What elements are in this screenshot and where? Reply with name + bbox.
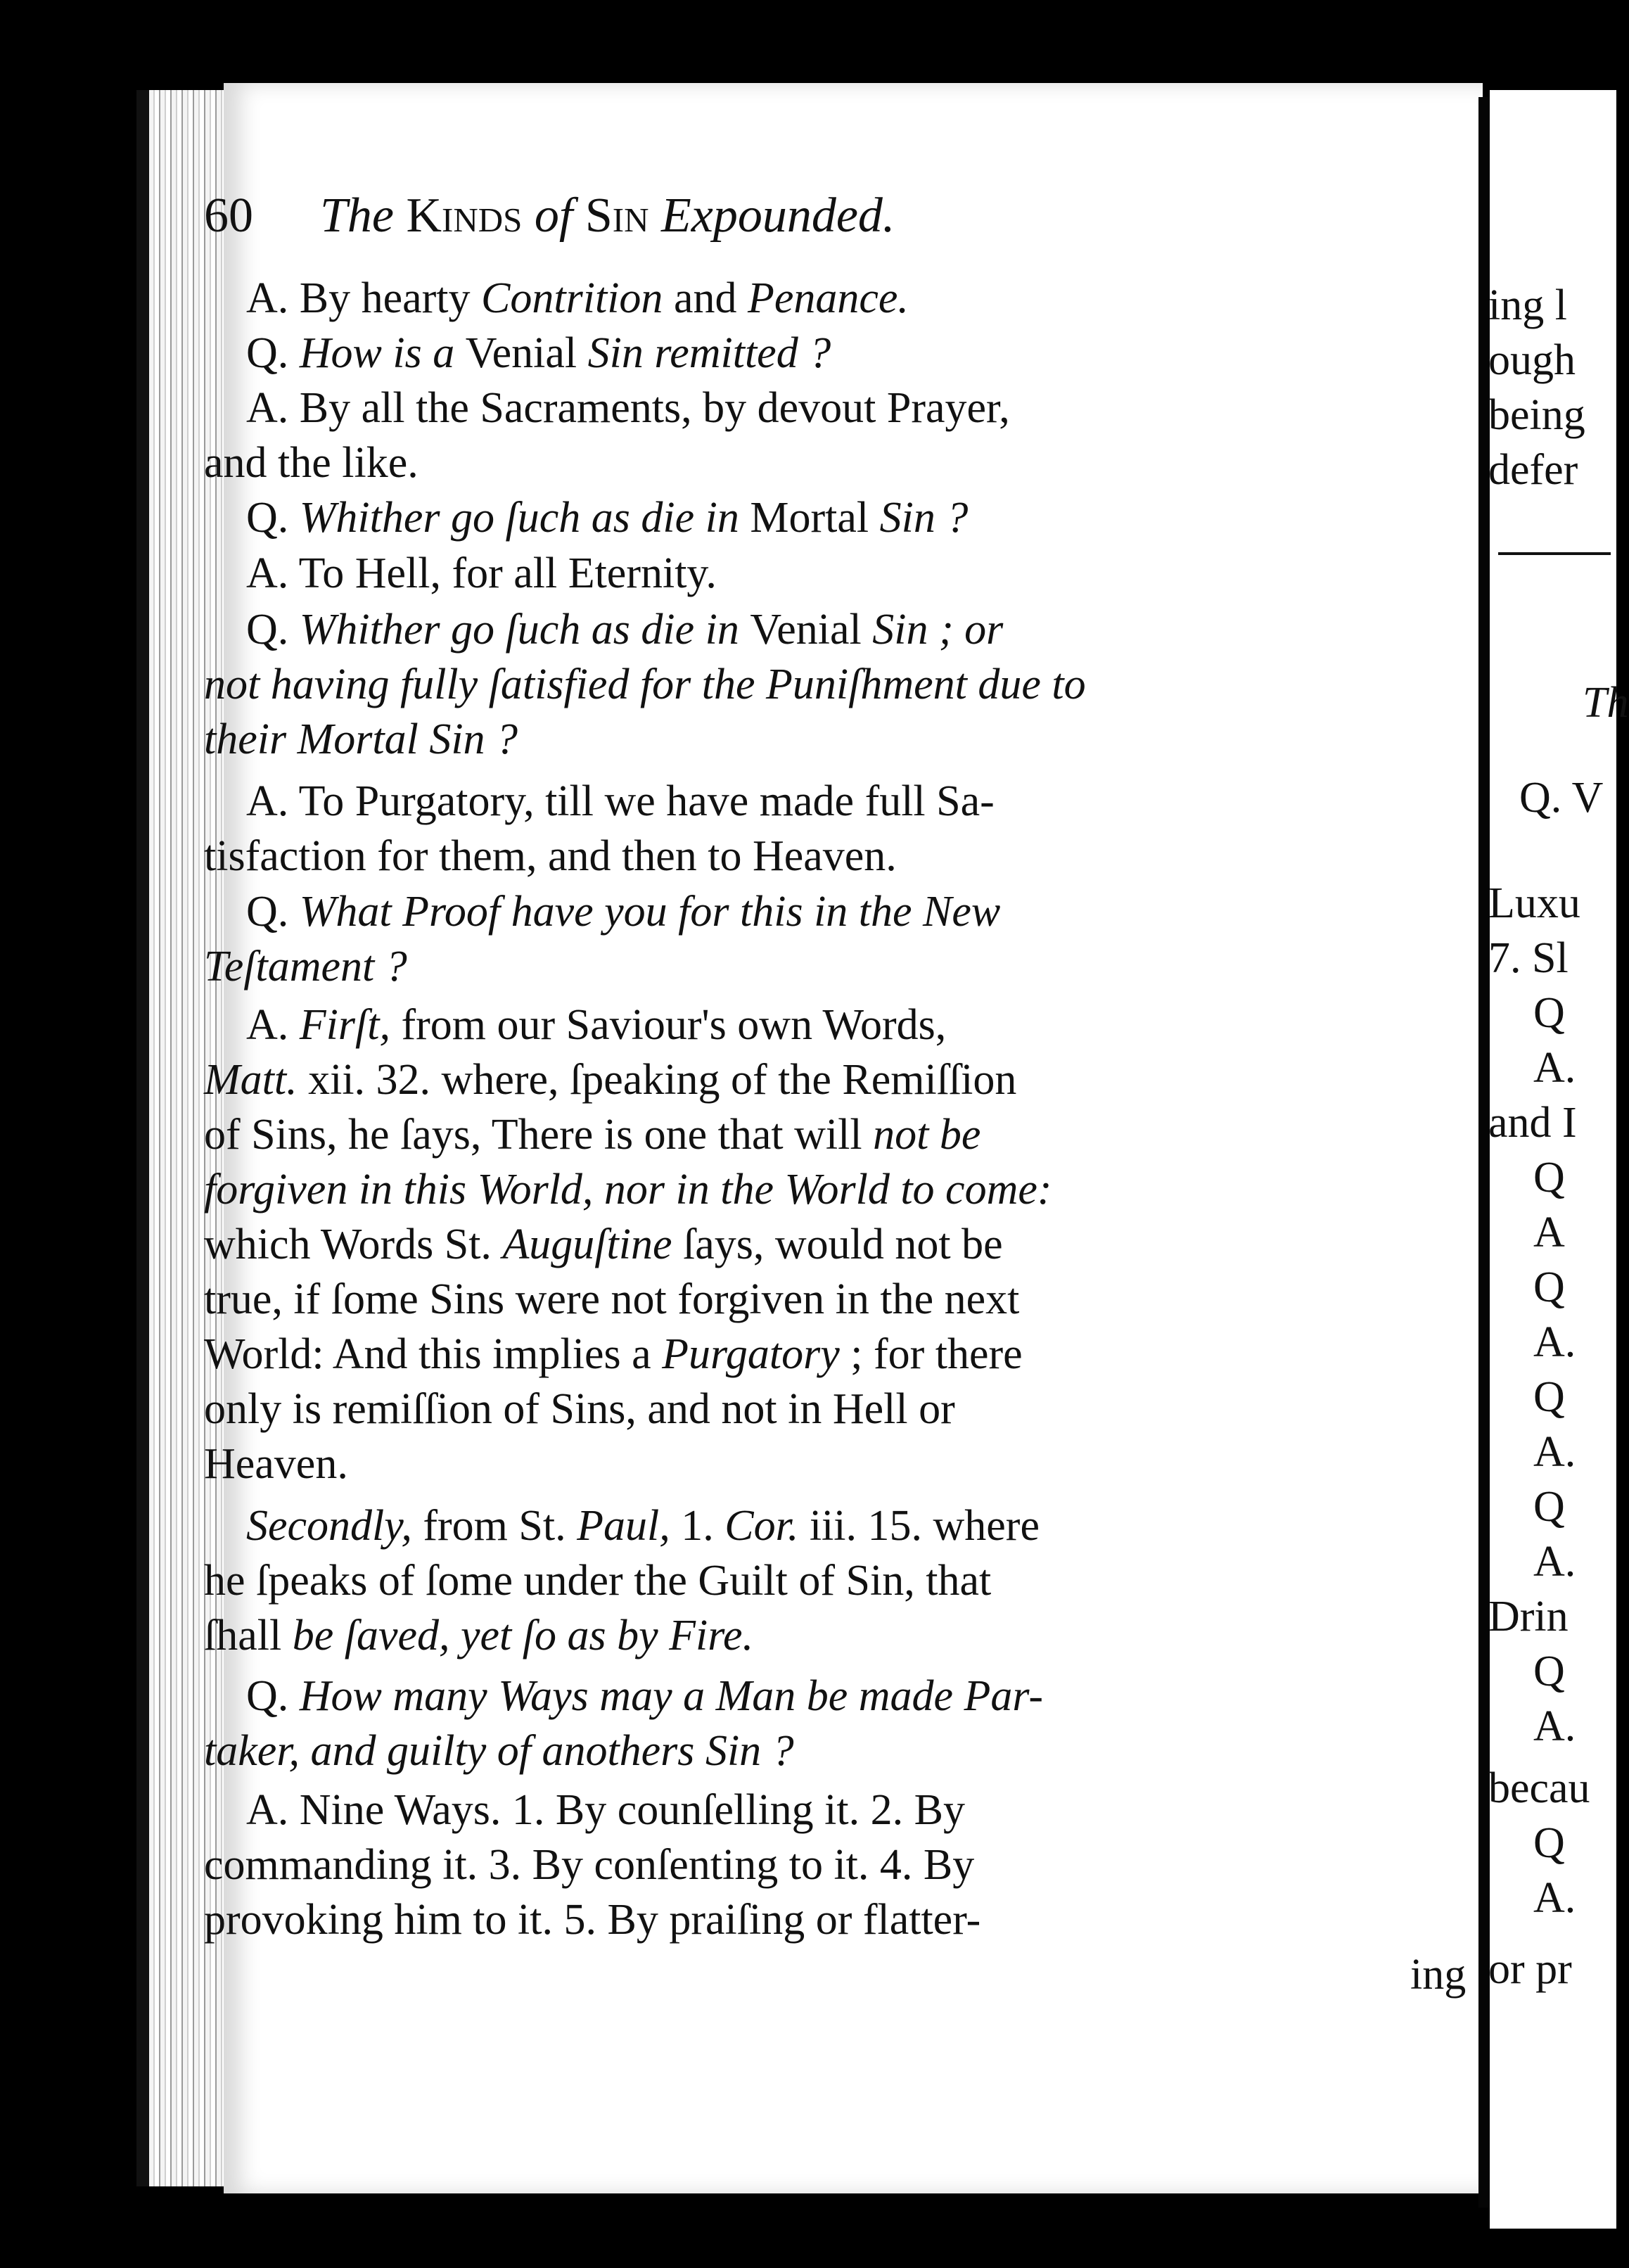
text-line: ſhall be ſaved, yet ſo as by Fire. [204,1612,754,1659]
text-fragment: Luxu [1488,879,1580,927]
text-line: A. To Purgatory, till we have made full Sa- [246,777,995,825]
text-fragment: ing l [1488,281,1567,329]
text-fragment: Q [1533,1154,1565,1202]
text-line: World: And this implies a Purgatory ; for there [204,1330,1023,1378]
text-line: only is remiſſion of Sins, and not in Hell or [204,1385,955,1433]
running-title-kinds: Kinds [406,189,523,243]
text-fragment: Drin [1488,1593,1569,1641]
text-line: Matt. xii. 32. where, ſpeaking of the Remiſſion [204,1056,1017,1104]
text-line: A. Firſt, from our Saviour's own Words, [246,1001,947,1049]
running-title-sin: Sin [584,189,649,243]
text-line: provoking him to it. 5. By praiſing or flatter- [204,1896,981,1944]
text-line: A. Nine Ways. 1. By counſelling it. 2. By [246,1786,965,1834]
text-line: not having fully ſatisfied for the Puniſhment due to [204,661,1086,708]
text-fragment: becau [1488,1764,1590,1812]
text-line: true, if ſome Sins were not forgiven in the next [204,1275,1020,1323]
text-fragment: A. [1533,1538,1576,1586]
text-line: Heaven. [204,1440,348,1488]
page-number: 60 [204,189,253,243]
text-fragment: or pr [1488,1945,1572,1993]
text-fragment: A [1533,1209,1565,1256]
text-line: Q. Whither go ſuch as die in Mortal Sin ? [246,494,969,542]
text-fragment: A. [1533,1318,1576,1366]
text-line: Q. What Proof have you for this in the New [246,888,1001,936]
text-line: commanding it. 3. By conſenting to it. 4. By [204,1841,975,1889]
text-fragment: A. [1533,1428,1576,1476]
text-fragment: A. [1533,1874,1576,1922]
text-fragment: ough [1488,336,1576,384]
text-line: of Sins, he ſays, There is one that will not be [204,1111,981,1159]
text-line: taker, and guilty of anothers Sin ? [204,1727,794,1775]
text-line: he ſpeaks of ſome under the Guilt of Sin, that [204,1557,992,1605]
text-fragment: Q [1533,1819,1565,1867]
text-line: Teſtament ? [204,943,407,990]
text-line: which Words St. Auguſtine ſays, would not be [204,1221,1003,1268]
text-fragment: defer [1488,446,1578,494]
catchword: ing [1410,1951,1467,1999]
text-fragment: being [1488,391,1585,439]
text-line: tisfaction for them, and then to Heaven. [204,832,897,880]
text-line: A. By all the Sacraments, by devout Prayer, [246,384,1010,432]
text-line: forgiven in this World, nor in the World to come: [204,1166,1052,1213]
text-fragment: A. [1533,1044,1576,1092]
text-line: A. By hearty Contrition and Penance. [246,274,909,322]
running-title-the: The [320,189,394,243]
text-fragment: and I [1488,1099,1577,1147]
text-line: Secondly, from St. Paul, 1. Cor. iii. 15. where [246,1502,1040,1550]
running-title-expounded: Expounded. [661,189,895,243]
text-fragment: A. [1533,1702,1576,1750]
text-line: Q. Whither go ſuch as die in Venial Sin ; or [246,606,1004,654]
left-page-text [190,0,1467,2181]
text-line: Q. How many Ways may a Man be made Par- [246,1672,1043,1720]
text-line: A. To Hell, for all Eternity. [246,549,717,597]
text-fragment: Q [1533,989,1565,1037]
right-page-text [1477,0,1629,2251]
text-line: and the like. [204,439,419,487]
text-fragment: Q [1533,1373,1565,1421]
text-fragment: Q. V [1519,774,1604,822]
text-fragment: Q [1533,1648,1565,1695]
text-line: Q. How is a Venial Sin remitted ? [246,329,831,377]
text-fragment: 7. Sl [1488,934,1569,982]
text-line: their Mortal Sin ? [204,715,518,763]
text-fragment: Q [1533,1263,1565,1311]
text-fragment: Q [1533,1483,1565,1531]
running-header [204,189,895,244]
text-fragment: Th [1583,679,1629,727]
running-title-of: of [534,189,573,243]
